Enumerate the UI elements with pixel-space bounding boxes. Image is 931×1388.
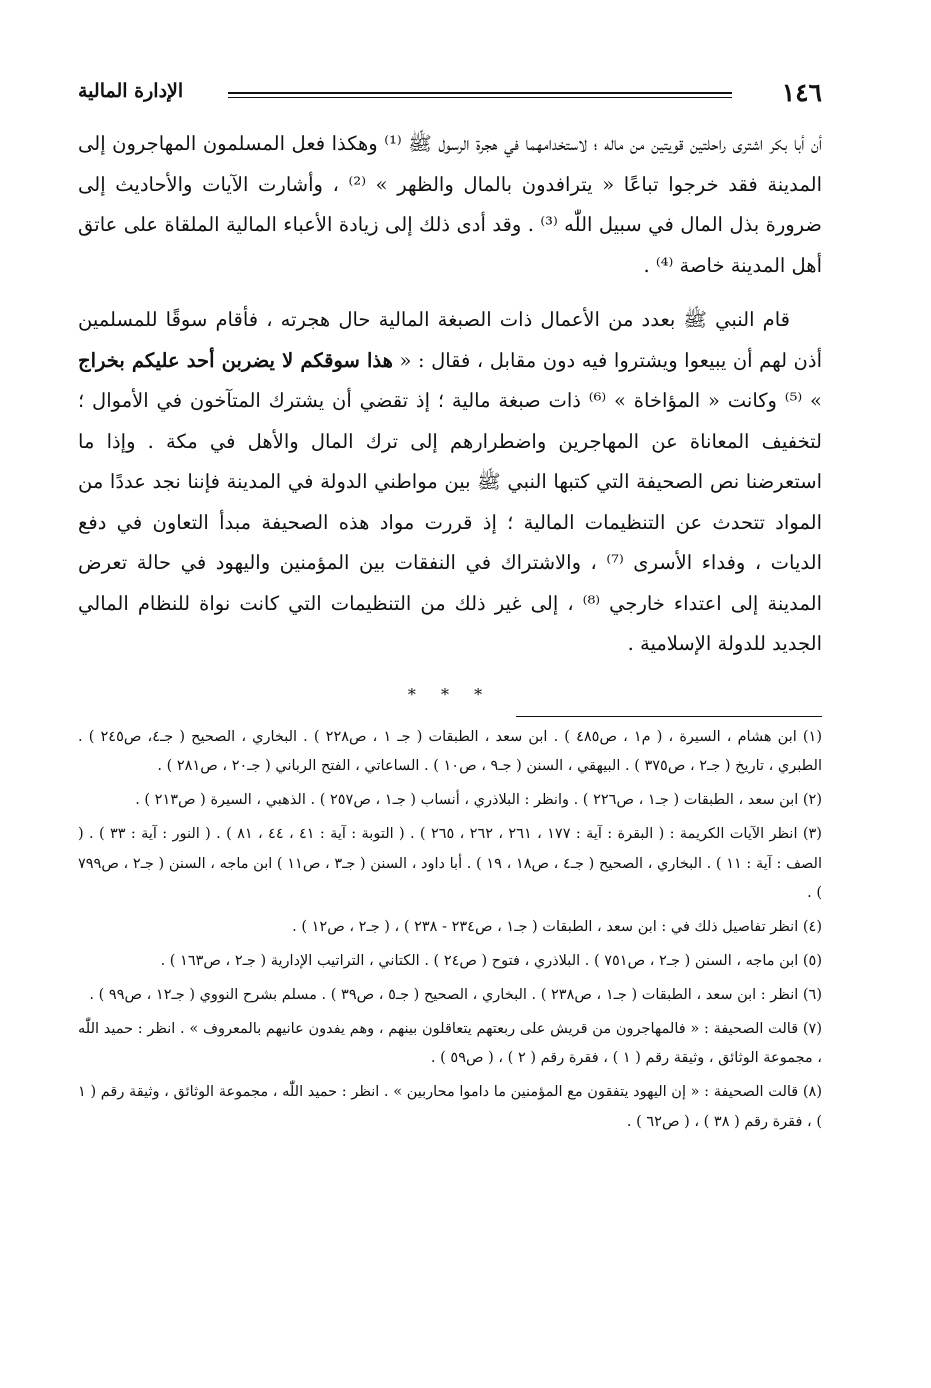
running-title: الإدارة المالية: [78, 80, 184, 102]
paragraph-2-text-a: قام النبي ﷺ بعدد من الأعمال ذات الصبغة المالية حال هجرته ، فأقام سوقًا للمسلمين أذن لهم أن يبيعوا ويشتروا فيه دون مقابل ، فقال : «: [78, 308, 822, 372]
page-number: ١٤٦: [781, 78, 822, 107]
footnote-4: (٤) انظر تفاصيل ذلك في : ابن سعد ، الطبقات ( جـ١ ، ص٢٣٤ - ٢٣٨ ) ، ( جـ٢ ، ص١٢ ) .: [292, 919, 822, 936]
hadith-quote: هذا سوقكم لا يضربن أحد عليكم بخراج: [78, 348, 393, 372]
footnote-5: (٥) ابن ماجه ، السنن ( جـ٢ ، ص٧٥١ ) . البلاذري ، فتوح ( ص٢٤ ) . الكتاني ، التراتيب الإدارية ( جـ٢ ، ص١٦٣ ) .: [160, 953, 822, 970]
footnote-3: (٣) انظر الآيات الكريمة : ( البقرة : آية : ١٧٧ ، ٢٦١ ، ٢٦٢ ، ٢٦٥ ) . ( التوبة : آية : ٤١ ، ٤٤ ، ٨١ ) . ( النور : آية : ٣٣ ) . ( الصف : آية : ١١ ) . البخاري ، الصحيح ( جـ٤ ، ص١٨ ، ١٩ ) . أبا داود ، السنن ( جـ٣ ، ص١١ ) ابن ماجه ، السنن ( جـ٢ ، ص٧٩٩ ) .: [78, 825, 823, 902]
footnote-7: (٧) قالت الصحيفة : « فالمهاجرون من قريش على ربعتهم يتعاقلون بينهم ، وهم يفدون عانيهم بالمعروف » . انظر : حميد اللّٰه ، مجموعة الوثائق ، وثيقة رقم ( ١ ) ، فقرة رقم ( ٢ ) ، ( ص٥٩ ) .: [78, 1020, 822, 1067]
footnote-8: (٨) قالت الصحيفة : « إن اليهود يتفقون مع المؤمنين ما داموا محاربين » . انظر : حميد اللّٰه ، مجموعة الوثائق ، وثيقة رقم ( ١ ) ، فقرة رقم ( ٣٨ ) ، ( ص٦٢ ) .: [78, 1084, 822, 1131]
paragraph-2: [78, 300, 822, 665]
footnote-rule: [516, 716, 822, 717]
paragraph-1: [78, 124, 822, 286]
paragraph-2-text-b: » ⁽⁵⁾ وكانت « المؤاخاة » ⁽⁶⁾ ذات صبغة مالية ؛ إذ تقضي أن يشترك المتآخون في الأموال ؛ لتخفيف المعاناة عن المهاجرين واضطرارهم إلى ترك المال والأهل في مكة . وإذا ما استعرضنا نص الصحيفة التي كتبها النبي ﷺ بين مواطني الدولة في المدينة فإننا نجد عددًا من المواد تتحدث عن التنظيمات المالية ؛ إذ قررت مواد هذه الصحيفة مبدأ التعاون في دفع الديات ، وفداء الأسرى ⁽⁷⁾ ، والاشتراك في النفقات بين المؤمنين واليهود في حالة تعرض المدينة إلى اعتداء خارجي ⁽⁸⁾ ، إلى غير ذلك من التنظيمات التي كانت نواة للنظام المالي الجديد للدولة الإسلامية .: [78, 389, 822, 655]
footnote-6: (٦) انظر : ابن سعد ، الطبقات ( جـ١ ، ص٢٣٨ ) . البخاري ، الصحيح ( جـ٥ ، ص٣٩ ) . مسلم بشرح النووي ( جـ١٢ ، ص٩٩ ) .: [89, 986, 822, 1003]
header-rule: [228, 92, 732, 98]
main-text: [78, 124, 822, 665]
book-page: [78, 78, 822, 1142]
footnotes: [78, 723, 822, 1138]
paragraph-1-text: أن أبا بكر اشترى راحلتين قويتين من ماله ؛ لاستخدامهما في هجرة الرسول ﷺ ⁽¹⁾ وهكذا فعل المسلمون المهاجرون إلى المدينة فقد خرجوا تباعًا « يترافدون بالمال والظهر » ⁽²⁾ ، وأشارت الآيات والأحاديث إلى ضرورة بذل المال في سبيل اللّٰه ⁽³⁾ . وقد أدى ذلك إلى زيادة الأعباء المالية الملقاة على عاتق أهل المدينة خاصة ⁽⁴⁾ .: [78, 132, 822, 277]
section-separator: * * *: [407, 684, 493, 704]
footnote-1: (١) ابن هشام ، السيرة ، ( م١ ، ص٤٨٥ ) . ابن سعد ، الطبقات ( جـ ١ ، ص٢٢٨ ) . البخاري ، الصحيح ( جـ٤، ص٢٤٥ ) . الطبري ، تاريخ ( جـ٢ ، ص٣٧٥ ) . البيهقي ، السنن ( جـ٩ ، ص١٠ ) . الساعاتي ، الفتح الرباني ( جـ٢٠ ، ص٢٨١ ) .: [78, 728, 822, 775]
running-head: [78, 78, 822, 118]
footnote-2: (٢) ابن سعد ، الطبقات ( جـ١ ، ص٢٢٦ ) . وانظر : البلاذري ، أنساب ( جـ١ ، ص٢٥٧ ) . الذهبي ، السيرة ( ص٢١٣ ) .: [135, 792, 822, 809]
